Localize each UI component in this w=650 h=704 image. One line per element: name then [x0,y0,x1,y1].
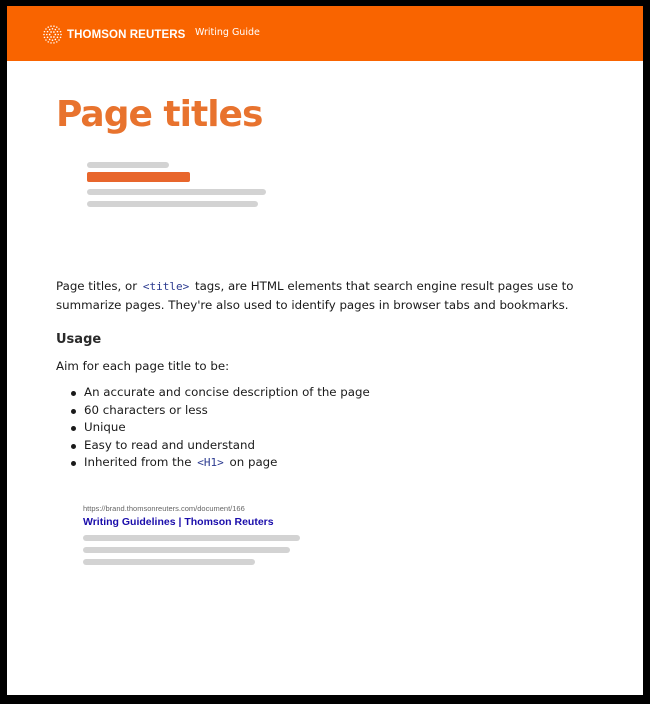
search-result-url: https://brand.thomsonreuters.com/document/166 [83,504,245,513]
skeleton-line [83,535,300,541]
brand-logo[interactable] [43,25,185,44]
skeleton-highlight-bar [87,172,190,182]
usage-intro: Aim for each page title to be: [56,359,230,373]
skeleton-line [87,189,266,195]
intro-text-after-code: tags, are HTML elements that search engine result pages use to summarize pages. They're also used to identify pages in browser tabs and bookmarks. [56,279,574,312]
list-item: 60 characters or less [56,402,370,420]
intro-paragraph [56,277,586,315]
skeleton-line [83,547,290,553]
skeleton-line [83,559,255,565]
thomson-reuters-logo-icon [43,25,62,44]
list-item: An accurate and concise description of the page [56,384,370,402]
brand-name: THOMSON REUTERS [67,28,186,41]
usage-list [56,384,370,472]
top-navigation-bar [7,6,643,61]
list-item [56,454,370,472]
title-tag-code: <title> [142,280,190,293]
search-result-title-link[interactable]: Writing Guidelines | Thomson Reuters [83,516,274,528]
h1-tag-code: <H1> [197,456,224,469]
skeleton-line [87,162,169,168]
list-item: Easy to read and understand [56,437,370,455]
writing-guide-link[interactable]: Writing Guide [195,27,260,38]
list-item-text-before-code: Inherited from the [84,455,192,469]
usage-heading: Usage [56,332,102,347]
page-title: Page titles [56,94,263,135]
page-frame [7,6,643,695]
list-item: Unique [56,419,370,437]
skeleton-line [87,201,258,207]
intro-text-before-code: Page titles, or [56,279,138,293]
list-item-text-after-code: on page [229,455,278,469]
